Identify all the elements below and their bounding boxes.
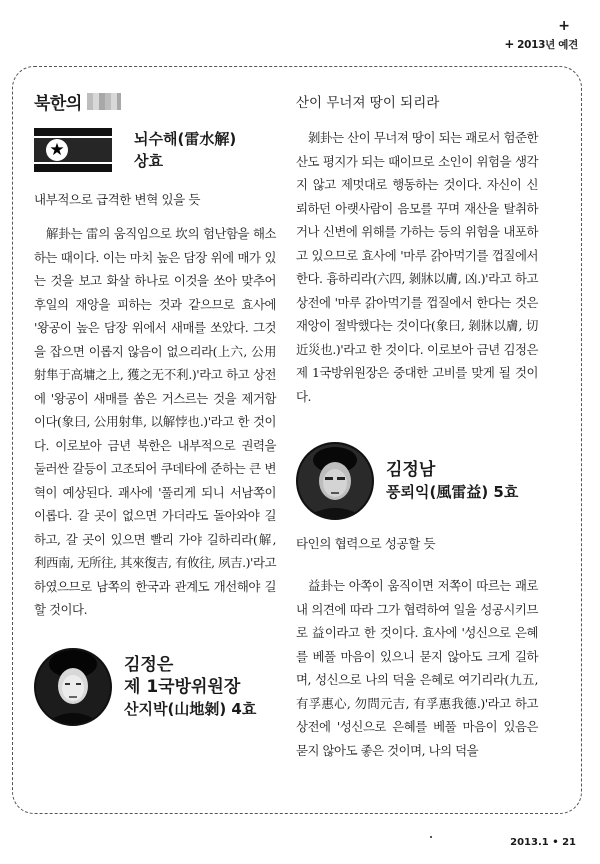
header-plus-mark: +	[558, 18, 570, 34]
profile-name: 김정남	[386, 460, 436, 480]
redacted-blur	[87, 93, 121, 110]
print-speck	[430, 836, 432, 838]
star-icon: ★	[46, 139, 68, 161]
profile-kim-jong-nam	[296, 442, 538, 520]
north-korea-flag-icon	[34, 128, 112, 172]
page-footer: 2013.1 • 21	[510, 837, 576, 848]
portrait-kim-jong-nam	[296, 442, 374, 520]
profile-name: 김정은	[124, 654, 174, 675]
hexagram-heading	[34, 128, 276, 182]
left-summary: 내부적으로 급격한 변혁 있을 듯	[34, 192, 201, 207]
left-body-paragraph: 解卦는 雷의 움직임으로 坎의 험난함을 해소하는 때이다. 이는 마치 높은 담장 위에 매가 있는 것을 보고 화살 하나로 이것을 쏘아 맞추어 후일의 재앙을 피하는 것과 같으므로 효사에 '왕공이 높은 담장 위에서 새매를 쏘았다. 그것을 잡으면 이롭지 않음이 없으리라(上六, 公用射隼于高墉之上, 獲之无不利.)'라고 하고 상전에 '왕공이 새매를 쏨은 거스르는 것을 제거함이다(象曰, 公用射隼, 以解悖也.)'라고 한 것이다. 이로보아 금년 북한은 내부적으로 권력을 둘러싼 갈등이 고조되어 쿠데타에 준하는 큰 변혁이 예상된다. 괘사에 '풀리게 되니 서남쪽이 이롭다. 갈 곳이 없으면 가더라도 돌아와야 길하고, 갈 곳이 있으면 빨리 가야 길하리라(解, 利西南, 无所往, 其來復吉, 有攸往, 夙吉.)'라고 하였으므로 남쪽의 한국과 관계도 개선해야 길할 것이다.	[34, 226, 276, 617]
right-summary: 타인의 협력으로 성공할 듯	[296, 536, 436, 551]
section-plus-icon: +	[504, 37, 515, 51]
left-column	[34, 88, 276, 726]
right-body-paragraph-2: 益卦는 아쪽이 움직이면 저쪽이 따르는 괘로 내 의견에 따라 그가 협력하여 일을 성공시키므로 益이라고 한 것이다. 효사에 '성신으로 은혜를 베풀 마음이 있으니 묻지 않아도 크게 길하며, 성신으로 나의 덕을 은혜로 여기리라(九五, 有孚惠心, 勿問元吉, 有孚惠我德.)'라고 하고 상전에 '성신으로 은혜를 베풀 마음이 있음은 묻지 않아도 좋은 것이며, 나의 덕을	[296, 578, 538, 758]
right-body-paragraph-1: 剝卦는 산이 무너져 땅이 되는 괘로서 험준한 산도 평지가 되는 때이므로 소인이 위험을 생각지 않고 제멋대로 행동하는 것이다. 자신이 신뢰하던 아랫사람이 음모를 꾸며 재산을 탈취하거나 신변에 위해를 가하는 등의 위험을 내포하고 있으므로 효사에 '마루 갉아먹기를 껍질에서 한다. 흉하리라(六四, 剝牀以膚, 凶.)'라고 하고 상전에 '마루 갉아먹기를 껍질에서 한다는 것은 재앙이 절박했다는 것이다(象曰, 剝牀以膚, 切近災也.)'라고 한 것이다. 이로보아 금년 김정은 제 1국방위원장은 중대한 고비를 맞게 될 것이다.	[296, 130, 538, 404]
profile-caption	[386, 459, 518, 503]
profile-kim-jong-un	[34, 648, 276, 726]
hexagram-line: 상효	[134, 152, 163, 170]
hexagram-title	[134, 128, 236, 172]
profile-hexagram: 풍뢰익(風雷益) 5효	[386, 483, 519, 501]
portrait-kim-jong-un	[34, 648, 112, 726]
section-title	[34, 88, 276, 114]
section-title-text: 북한의	[34, 93, 82, 114]
right-column-title: 산이 무너져 땅이 되리라	[296, 95, 440, 111]
section-label-text: 2013년 예견	[517, 39, 578, 51]
right-column	[296, 88, 538, 762]
hexagram-name: 뇌수해(雷水解)	[134, 130, 237, 148]
profile-hexagram: 산지박(山地剝) 4효	[124, 699, 257, 718]
profile-title: 제 1국방위원장	[124, 676, 241, 697]
profile-caption	[124, 654, 256, 720]
section-label	[504, 37, 578, 52]
